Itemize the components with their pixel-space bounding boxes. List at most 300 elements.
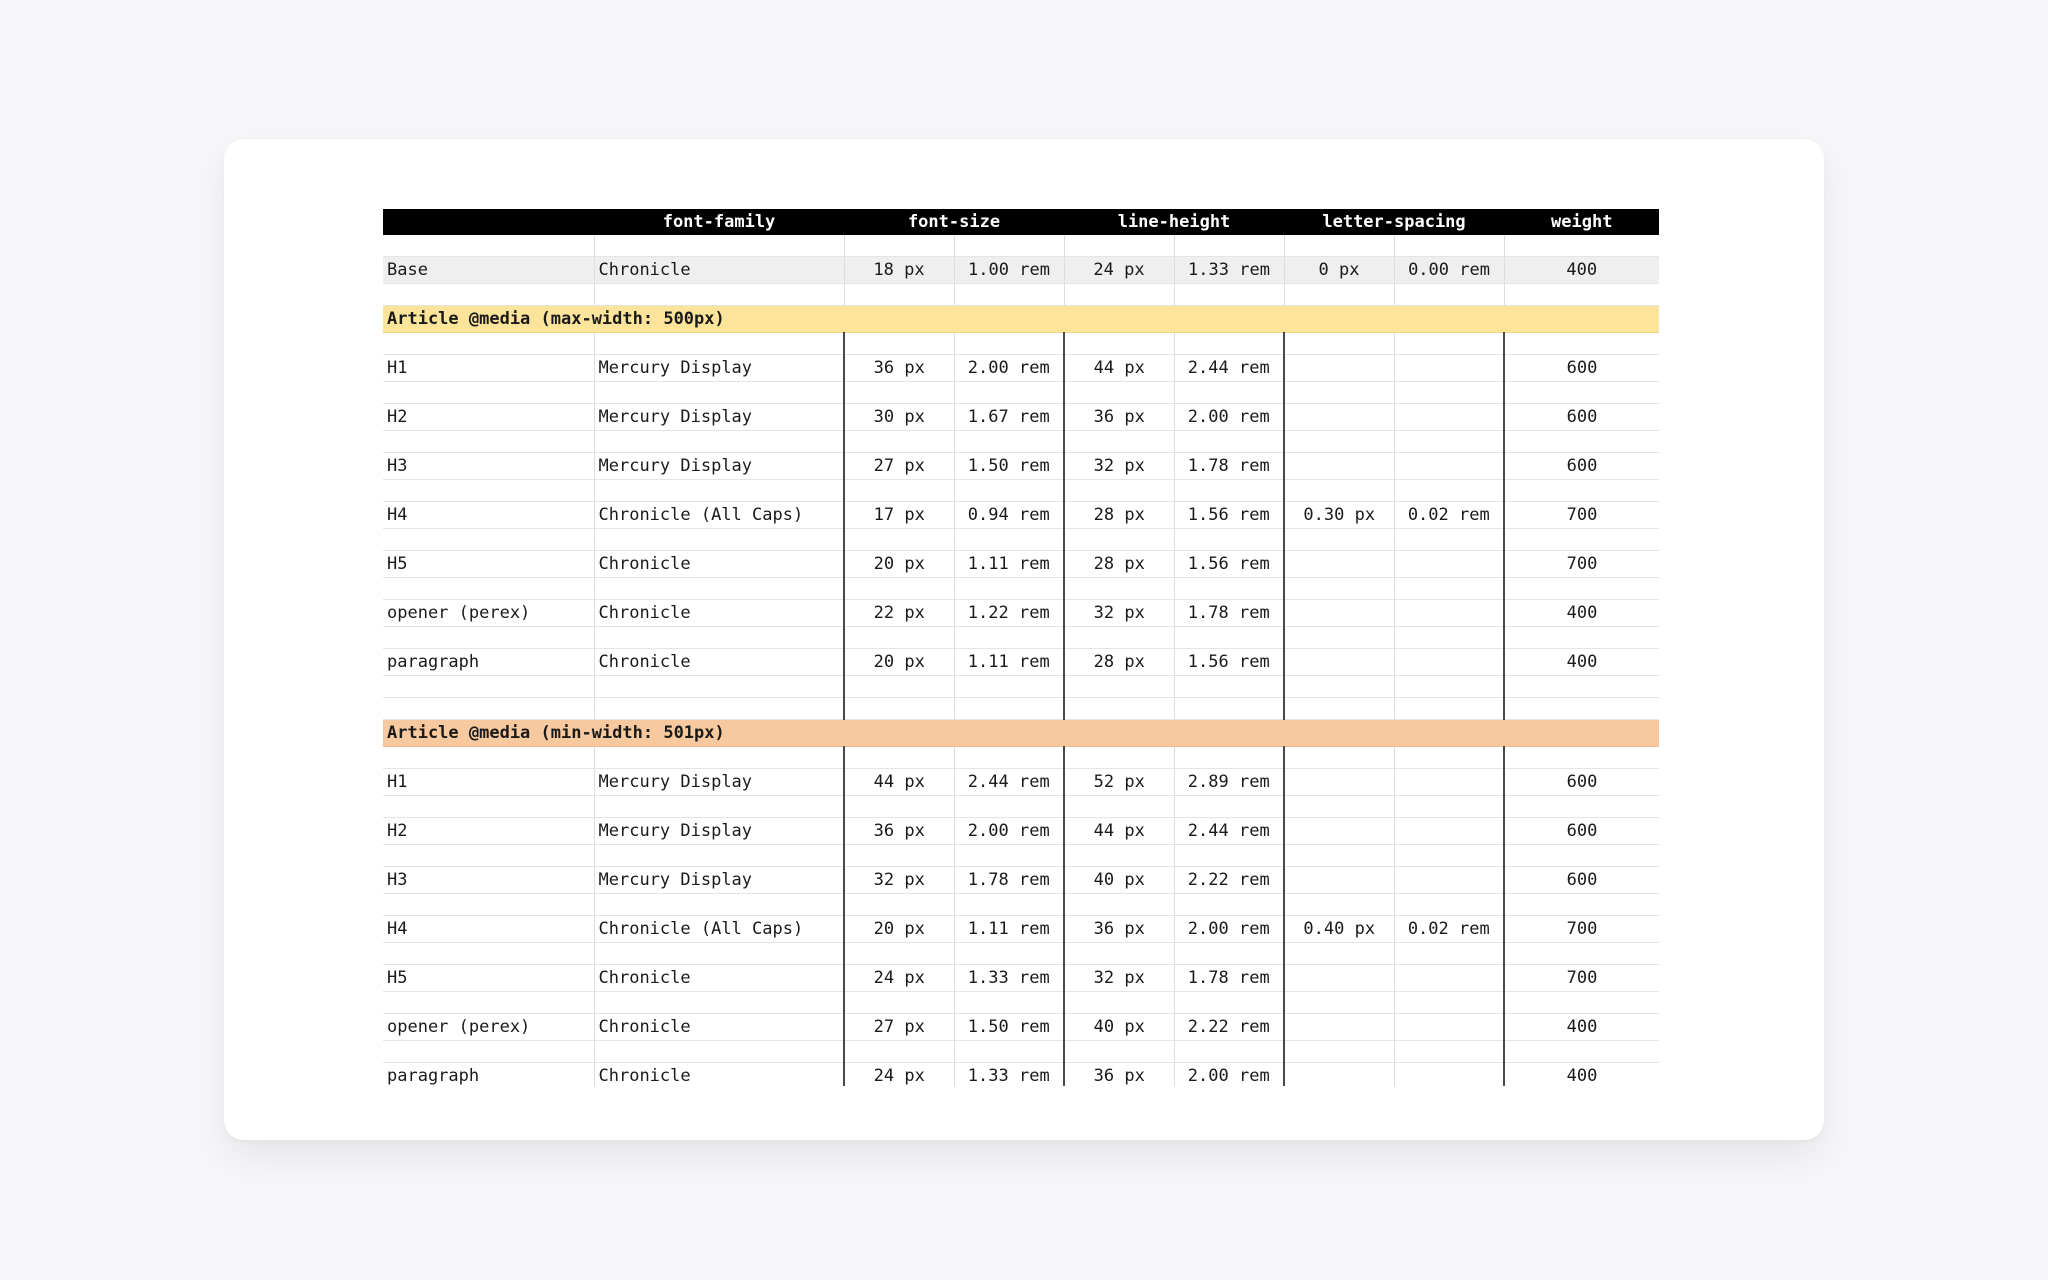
cell-weight[interactable]: 700	[1504, 502, 1659, 529]
empty-cell[interactable]	[844, 578, 954, 600]
cell-fs-px[interactable]: 24 px	[844, 1063, 954, 1087]
cell-ls-px[interactable]	[1284, 1063, 1394, 1087]
cell-label[interactable]: H2	[383, 818, 594, 845]
cell-label[interactable]: H4	[383, 916, 594, 943]
empty-cell[interactable]	[844, 529, 954, 551]
cell-weight[interactable]: 400	[1504, 1063, 1659, 1087]
empty-cell[interactable]	[1064, 529, 1174, 551]
empty-cell[interactable]	[594, 992, 844, 1014]
empty-cell[interactable]	[1394, 992, 1504, 1014]
cell-lh-rem[interactable]: 2.22 rem	[1174, 867, 1284, 894]
empty-cell[interactable]	[1284, 235, 1394, 257]
empty-cell[interactable]	[844, 894, 954, 916]
cell-ls-px[interactable]	[1284, 769, 1394, 796]
empty-cell[interactable]	[1394, 529, 1504, 551]
cell-family[interactable]: Mercury Display	[594, 818, 844, 845]
empty-cell[interactable]	[1174, 235, 1284, 257]
empty-cell[interactable]	[1394, 382, 1504, 404]
empty-cell[interactable]	[1174, 845, 1284, 867]
empty-cell[interactable]	[1174, 992, 1284, 1014]
cell-fs-px[interactable]: 18 px	[844, 257, 954, 284]
cell-weight[interactable]: 700	[1504, 916, 1659, 943]
empty-cell[interactable]	[1064, 747, 1174, 769]
empty-cell[interactable]	[1504, 284, 1659, 306]
cell-family[interactable]: Chronicle	[594, 965, 844, 992]
empty-cell[interactable]	[1394, 627, 1504, 649]
empty-cell[interactable]	[1394, 943, 1504, 965]
cell-label[interactable]: H5	[383, 965, 594, 992]
empty-cell[interactable]	[1284, 747, 1394, 769]
empty-cell[interactable]	[954, 845, 1064, 867]
empty-cell[interactable]	[844, 382, 954, 404]
empty-cell[interactable]	[1504, 698, 1659, 720]
cell-fs-rem[interactable]: 2.00 rem	[954, 818, 1064, 845]
empty-cell[interactable]	[1174, 676, 1284, 698]
cell-weight[interactable]: 600	[1504, 355, 1659, 382]
cell-ls-rem[interactable]	[1394, 355, 1504, 382]
empty-cell[interactable]	[1394, 747, 1504, 769]
empty-cell[interactable]	[1284, 431, 1394, 453]
cell-lh-rem[interactable]: 2.00 rem	[1174, 916, 1284, 943]
empty-cell[interactable]	[1394, 796, 1504, 818]
empty-cell[interactable]	[1174, 578, 1284, 600]
cell-lh-rem[interactable]: 2.44 rem	[1174, 355, 1284, 382]
empty-cell[interactable]	[383, 845, 594, 867]
cell-ls-px[interactable]	[1284, 551, 1394, 578]
cell-weight[interactable]: 400	[1504, 600, 1659, 627]
empty-cell[interactable]	[1284, 333, 1394, 355]
cell-ls-px[interactable]	[1284, 355, 1394, 382]
empty-cell[interactable]	[383, 992, 594, 1014]
empty-cell[interactable]	[844, 333, 954, 355]
cell-ls-rem[interactable]	[1394, 551, 1504, 578]
cell-lh-rem[interactable]: 2.00 rem	[1174, 404, 1284, 431]
header-font-size[interactable]: font-size	[844, 209, 1064, 235]
empty-cell[interactable]	[1504, 676, 1659, 698]
empty-cell[interactable]	[1064, 796, 1174, 818]
empty-cell[interactable]	[1504, 943, 1659, 965]
empty-cell[interactable]	[1064, 1041, 1174, 1063]
cell-fs-rem[interactable]: 1.33 rem	[954, 1063, 1064, 1087]
cell-label[interactable]: opener (perex)	[383, 1014, 594, 1041]
empty-cell[interactable]	[383, 284, 594, 306]
empty-cell[interactable]	[844, 698, 954, 720]
cell-family[interactable]: Chronicle	[594, 1014, 844, 1041]
empty-cell[interactable]	[954, 284, 1064, 306]
empty-cell[interactable]	[383, 627, 594, 649]
empty-cell[interactable]	[954, 1041, 1064, 1063]
empty-cell[interactable]	[1504, 333, 1659, 355]
cell-family[interactable]: Chronicle (All Caps)	[594, 916, 844, 943]
empty-cell[interactable]	[1174, 284, 1284, 306]
empty-cell[interactable]	[1064, 235, 1174, 257]
cell-fs-rem[interactable]: 1.11 rem	[954, 551, 1064, 578]
cell-fs-rem[interactable]: 1.11 rem	[954, 649, 1064, 676]
empty-cell[interactable]	[1174, 529, 1284, 551]
cell-lh-px[interactable]: 28 px	[1064, 502, 1174, 529]
empty-cell[interactable]	[844, 747, 954, 769]
empty-cell[interactable]	[844, 676, 954, 698]
empty-cell[interactable]	[383, 894, 594, 916]
empty-cell[interactable]	[594, 627, 844, 649]
cell-lh-px[interactable]: 44 px	[1064, 355, 1174, 382]
empty-cell[interactable]	[1064, 382, 1174, 404]
empty-cell[interactable]	[594, 676, 844, 698]
cell-ls-rem[interactable]	[1394, 867, 1504, 894]
empty-cell[interactable]	[383, 698, 594, 720]
cell-ls-px[interactable]	[1284, 600, 1394, 627]
cell-family[interactable]: Chronicle	[594, 1063, 844, 1087]
header-weight[interactable]: weight	[1504, 209, 1659, 235]
cell-weight[interactable]: 400	[1504, 649, 1659, 676]
empty-cell[interactable]	[1284, 382, 1394, 404]
empty-cell[interactable]	[383, 333, 594, 355]
cell-family[interactable]: Chronicle	[594, 551, 844, 578]
empty-cell[interactable]	[594, 1041, 844, 1063]
cell-ls-rem[interactable]	[1394, 769, 1504, 796]
cell-fs-px[interactable]: 32 px	[844, 867, 954, 894]
empty-cell[interactable]	[1394, 578, 1504, 600]
empty-cell[interactable]	[1174, 1041, 1284, 1063]
cell-fs-rem[interactable]: 0.94 rem	[954, 502, 1064, 529]
empty-cell[interactable]	[844, 845, 954, 867]
empty-cell[interactable]	[1284, 894, 1394, 916]
empty-cell[interactable]	[1504, 845, 1659, 867]
cell-fs-px[interactable]: 36 px	[844, 818, 954, 845]
cell-ls-rem[interactable]	[1394, 649, 1504, 676]
cell-lh-rem[interactable]: 1.56 rem	[1174, 649, 1284, 676]
empty-cell[interactable]	[1284, 845, 1394, 867]
cell-lh-px[interactable]: 52 px	[1064, 769, 1174, 796]
empty-cell[interactable]	[1394, 894, 1504, 916]
empty-cell[interactable]	[1394, 284, 1504, 306]
empty-cell[interactable]	[1504, 529, 1659, 551]
empty-cell[interactable]	[594, 845, 844, 867]
empty-cell[interactable]	[1504, 992, 1659, 1014]
cell-ls-px[interactable]	[1284, 1014, 1394, 1041]
empty-cell[interactable]	[844, 284, 954, 306]
cell-lh-rem[interactable]: 2.89 rem	[1174, 769, 1284, 796]
cell-lh-px[interactable]: 28 px	[1064, 649, 1174, 676]
empty-cell[interactable]	[954, 943, 1064, 965]
empty-cell[interactable]	[1284, 480, 1394, 502]
empty-cell[interactable]	[1284, 698, 1394, 720]
empty-cell[interactable]	[383, 747, 594, 769]
cell-lh-rem[interactable]: 2.22 rem	[1174, 1014, 1284, 1041]
cell-weight[interactable]: 700	[1504, 965, 1659, 992]
cell-lh-rem[interactable]: 2.44 rem	[1174, 818, 1284, 845]
cell-family[interactable]: Chronicle	[594, 600, 844, 627]
empty-cell[interactable]	[383, 578, 594, 600]
empty-cell[interactable]	[594, 894, 844, 916]
empty-cell[interactable]	[1504, 627, 1659, 649]
cell-label[interactable]: opener (perex)	[383, 600, 594, 627]
cell-weight[interactable]: 600	[1504, 818, 1659, 845]
empty-cell[interactable]	[1064, 845, 1174, 867]
cell-fs-rem[interactable]: 1.33 rem	[954, 965, 1064, 992]
cell-label[interactable]: H1	[383, 355, 594, 382]
empty-cell[interactable]	[1394, 333, 1504, 355]
cell-label[interactable]: Base	[383, 257, 594, 284]
empty-cell[interactable]	[954, 382, 1064, 404]
cell-ls-px[interactable]	[1284, 965, 1394, 992]
empty-cell[interactable]	[594, 284, 844, 306]
empty-cell[interactable]	[954, 676, 1064, 698]
empty-cell[interactable]	[844, 235, 954, 257]
cell-weight[interactable]: 600	[1504, 867, 1659, 894]
cell-label[interactable]: H4	[383, 502, 594, 529]
empty-cell[interactable]	[1394, 235, 1504, 257]
cell-ls-rem[interactable]	[1394, 1063, 1504, 1087]
empty-cell[interactable]	[844, 431, 954, 453]
empty-cell[interactable]	[1064, 284, 1174, 306]
empty-cell[interactable]	[1504, 578, 1659, 600]
empty-cell[interactable]	[1504, 382, 1659, 404]
cell-ls-px[interactable]	[1284, 453, 1394, 480]
cell-weight[interactable]: 600	[1504, 453, 1659, 480]
cell-family[interactable]: Mercury Display	[594, 453, 844, 480]
cell-lh-px[interactable]: 32 px	[1064, 600, 1174, 627]
empty-cell[interactable]	[1394, 480, 1504, 502]
empty-cell[interactable]	[1284, 796, 1394, 818]
cell-ls-px[interactable]: 0.40 px	[1284, 916, 1394, 943]
cell-fs-px[interactable]: 20 px	[844, 916, 954, 943]
header-font-family[interactable]: font-family	[594, 209, 844, 235]
cell-fs-rem[interactable]: 1.00 rem	[954, 257, 1064, 284]
cell-fs-rem[interactable]: 1.50 rem	[954, 1014, 1064, 1041]
empty-cell[interactable]	[1064, 894, 1174, 916]
cell-family[interactable]: Chronicle	[594, 649, 844, 676]
cell-ls-rem[interactable]	[1394, 453, 1504, 480]
empty-cell[interactable]	[954, 431, 1064, 453]
cell-fs-rem[interactable]: 1.78 rem	[954, 867, 1064, 894]
cell-family[interactable]: Chronicle	[594, 257, 844, 284]
empty-cell[interactable]	[1394, 845, 1504, 867]
cell-lh-px[interactable]: 32 px	[1064, 965, 1174, 992]
cell-lh-px[interactable]: 24 px	[1064, 257, 1174, 284]
empty-cell[interactable]	[1394, 676, 1504, 698]
empty-cell[interactable]	[594, 943, 844, 965]
cell-lh-px[interactable]: 36 px	[1064, 1063, 1174, 1087]
cell-ls-px[interactable]	[1284, 404, 1394, 431]
cell-ls-rem[interactable]: 0.00 rem	[1394, 257, 1504, 284]
empty-cell[interactable]	[1064, 480, 1174, 502]
cell-lh-rem[interactable]: 1.78 rem	[1174, 600, 1284, 627]
cell-label[interactable]: H3	[383, 867, 594, 894]
cell-lh-rem[interactable]: 2.00 rem	[1174, 1063, 1284, 1087]
empty-cell[interactable]	[1064, 698, 1174, 720]
cell-fs-px[interactable]: 20 px	[844, 551, 954, 578]
cell-fs-px[interactable]: 44 px	[844, 769, 954, 796]
empty-cell[interactable]	[1284, 676, 1394, 698]
header-letter-spacing[interactable]: letter-spacing	[1284, 209, 1504, 235]
cell-ls-rem[interactable]	[1394, 404, 1504, 431]
cell-fs-px[interactable]: 20 px	[844, 649, 954, 676]
empty-cell[interactable]	[1174, 627, 1284, 649]
empty-cell[interactable]	[844, 992, 954, 1014]
empty-cell[interactable]	[383, 796, 594, 818]
empty-cell[interactable]	[954, 235, 1064, 257]
empty-cell[interactable]	[1174, 698, 1284, 720]
cell-lh-px[interactable]: 40 px	[1064, 867, 1174, 894]
cell-ls-px[interactable]	[1284, 649, 1394, 676]
cell-lh-px[interactable]: 44 px	[1064, 818, 1174, 845]
empty-cell[interactable]	[383, 529, 594, 551]
empty-cell[interactable]	[1174, 796, 1284, 818]
cell-fs-px[interactable]: 17 px	[844, 502, 954, 529]
cell-ls-px[interactable]: 0 px	[1284, 257, 1394, 284]
empty-cell[interactable]	[1394, 431, 1504, 453]
cell-label[interactable]: H3	[383, 453, 594, 480]
empty-cell[interactable]	[1284, 992, 1394, 1014]
empty-cell[interactable]	[1504, 894, 1659, 916]
section-title[interactable]: Article @media (min-width: 501px)	[383, 720, 1659, 747]
empty-cell[interactable]	[1284, 578, 1394, 600]
cell-ls-px[interactable]	[1284, 818, 1394, 845]
empty-cell[interactable]	[1174, 747, 1284, 769]
empty-cell[interactable]	[844, 627, 954, 649]
cell-lh-rem[interactable]: 1.56 rem	[1174, 502, 1284, 529]
empty-cell[interactable]	[594, 698, 844, 720]
cell-fs-rem[interactable]: 2.44 rem	[954, 769, 1064, 796]
empty-cell[interactable]	[1284, 529, 1394, 551]
cell-label[interactable]: H5	[383, 551, 594, 578]
empty-cell[interactable]	[594, 235, 844, 257]
empty-cell[interactable]	[1284, 1041, 1394, 1063]
empty-cell[interactable]	[1064, 943, 1174, 965]
empty-cell[interactable]	[383, 480, 594, 502]
cell-ls-rem[interactable]: 0.02 rem	[1394, 502, 1504, 529]
empty-cell[interactable]	[1174, 431, 1284, 453]
empty-cell[interactable]	[1064, 578, 1174, 600]
cell-fs-rem[interactable]: 1.22 rem	[954, 600, 1064, 627]
empty-cell[interactable]	[954, 578, 1064, 600]
cell-ls-rem[interactable]	[1394, 600, 1504, 627]
cell-lh-rem[interactable]: 1.33 rem	[1174, 257, 1284, 284]
empty-cell[interactable]	[383, 943, 594, 965]
cell-weight[interactable]: 600	[1504, 404, 1659, 431]
empty-cell[interactable]	[844, 1041, 954, 1063]
empty-cell[interactable]	[1504, 480, 1659, 502]
empty-cell[interactable]	[954, 333, 1064, 355]
cell-ls-rem[interactable]	[1394, 818, 1504, 845]
empty-cell[interactable]	[594, 529, 844, 551]
cell-ls-rem[interactable]: 0.02 rem	[1394, 916, 1504, 943]
empty-cell[interactable]	[1174, 382, 1284, 404]
cell-label[interactable]: H2	[383, 404, 594, 431]
empty-cell[interactable]	[383, 235, 594, 257]
empty-cell[interactable]	[1394, 698, 1504, 720]
empty-cell[interactable]	[1174, 894, 1284, 916]
empty-cell[interactable]	[954, 480, 1064, 502]
cell-family[interactable]: Chronicle (All Caps)	[594, 502, 844, 529]
cell-weight[interactable]: 600	[1504, 769, 1659, 796]
empty-cell[interactable]	[594, 747, 844, 769]
empty-cell[interactable]	[1394, 1041, 1504, 1063]
empty-cell[interactable]	[383, 382, 594, 404]
cell-label[interactable]: paragraph	[383, 649, 594, 676]
empty-cell[interactable]	[954, 529, 1064, 551]
empty-cell[interactable]	[383, 1041, 594, 1063]
cell-lh-px[interactable]: 36 px	[1064, 916, 1174, 943]
empty-cell[interactable]	[1504, 747, 1659, 769]
empty-cell[interactable]	[1504, 1041, 1659, 1063]
empty-cell[interactable]	[954, 894, 1064, 916]
cell-weight[interactable]: 400	[1504, 1014, 1659, 1041]
cell-fs-rem[interactable]: 1.67 rem	[954, 404, 1064, 431]
empty-cell[interactable]	[383, 676, 594, 698]
empty-cell[interactable]	[844, 943, 954, 965]
empty-cell[interactable]	[1504, 796, 1659, 818]
cell-label[interactable]: H1	[383, 769, 594, 796]
empty-cell[interactable]	[1174, 333, 1284, 355]
cell-family[interactable]: Mercury Display	[594, 355, 844, 382]
empty-cell[interactable]	[1064, 676, 1174, 698]
empty-cell[interactable]	[844, 480, 954, 502]
cell-fs-px[interactable]: 36 px	[844, 355, 954, 382]
cell-ls-rem[interactable]	[1394, 1014, 1504, 1041]
empty-cell[interactable]	[844, 796, 954, 818]
empty-cell[interactable]	[383, 431, 594, 453]
empty-cell[interactable]	[594, 333, 844, 355]
header-label[interactable]	[383, 209, 594, 235]
empty-cell[interactable]	[594, 431, 844, 453]
empty-cell[interactable]	[1064, 431, 1174, 453]
empty-cell[interactable]	[1504, 431, 1659, 453]
cell-family[interactable]: Mercury Display	[594, 769, 844, 796]
cell-lh-px[interactable]: 40 px	[1064, 1014, 1174, 1041]
empty-cell[interactable]	[1284, 627, 1394, 649]
cell-lh-px[interactable]: 28 px	[1064, 551, 1174, 578]
cell-lh-px[interactable]: 36 px	[1064, 404, 1174, 431]
empty-cell[interactable]	[954, 627, 1064, 649]
cell-lh-rem[interactable]: 1.78 rem	[1174, 453, 1284, 480]
empty-cell[interactable]	[1284, 943, 1394, 965]
cell-fs-px[interactable]: 27 px	[844, 1014, 954, 1041]
cell-label[interactable]: paragraph	[383, 1063, 594, 1087]
cell-family[interactable]: Mercury Display	[594, 867, 844, 894]
cell-fs-px[interactable]: 24 px	[844, 965, 954, 992]
empty-cell[interactable]	[1284, 284, 1394, 306]
cell-ls-px[interactable]	[1284, 867, 1394, 894]
empty-cell[interactable]	[594, 796, 844, 818]
cell-fs-rem[interactable]: 2.00 rem	[954, 355, 1064, 382]
empty-cell[interactable]	[954, 747, 1064, 769]
cell-lh-rem[interactable]: 1.78 rem	[1174, 965, 1284, 992]
empty-cell[interactable]	[1064, 992, 1174, 1014]
empty-cell[interactable]	[594, 578, 844, 600]
empty-cell[interactable]	[1064, 627, 1174, 649]
empty-cell[interactable]	[594, 382, 844, 404]
cell-lh-rem[interactable]: 1.56 rem	[1174, 551, 1284, 578]
cell-weight[interactable]: 700	[1504, 551, 1659, 578]
cell-fs-px[interactable]: 22 px	[844, 600, 954, 627]
empty-cell[interactable]	[1174, 943, 1284, 965]
cell-fs-px[interactable]: 30 px	[844, 404, 954, 431]
cell-fs-px[interactable]: 27 px	[844, 453, 954, 480]
cell-ls-rem[interactable]	[1394, 965, 1504, 992]
cell-fs-rem[interactable]: 1.50 rem	[954, 453, 1064, 480]
empty-cell[interactable]	[1504, 235, 1659, 257]
empty-cell[interactable]	[954, 992, 1064, 1014]
cell-family[interactable]: Mercury Display	[594, 404, 844, 431]
section-title[interactable]: Article @media (max-width: 500px)	[383, 306, 1659, 333]
cell-ls-px[interactable]: 0.30 px	[1284, 502, 1394, 529]
empty-cell[interactable]	[594, 480, 844, 502]
cell-weight[interactable]: 400	[1504, 257, 1659, 284]
empty-cell[interactable]	[1064, 333, 1174, 355]
empty-cell[interactable]	[954, 698, 1064, 720]
